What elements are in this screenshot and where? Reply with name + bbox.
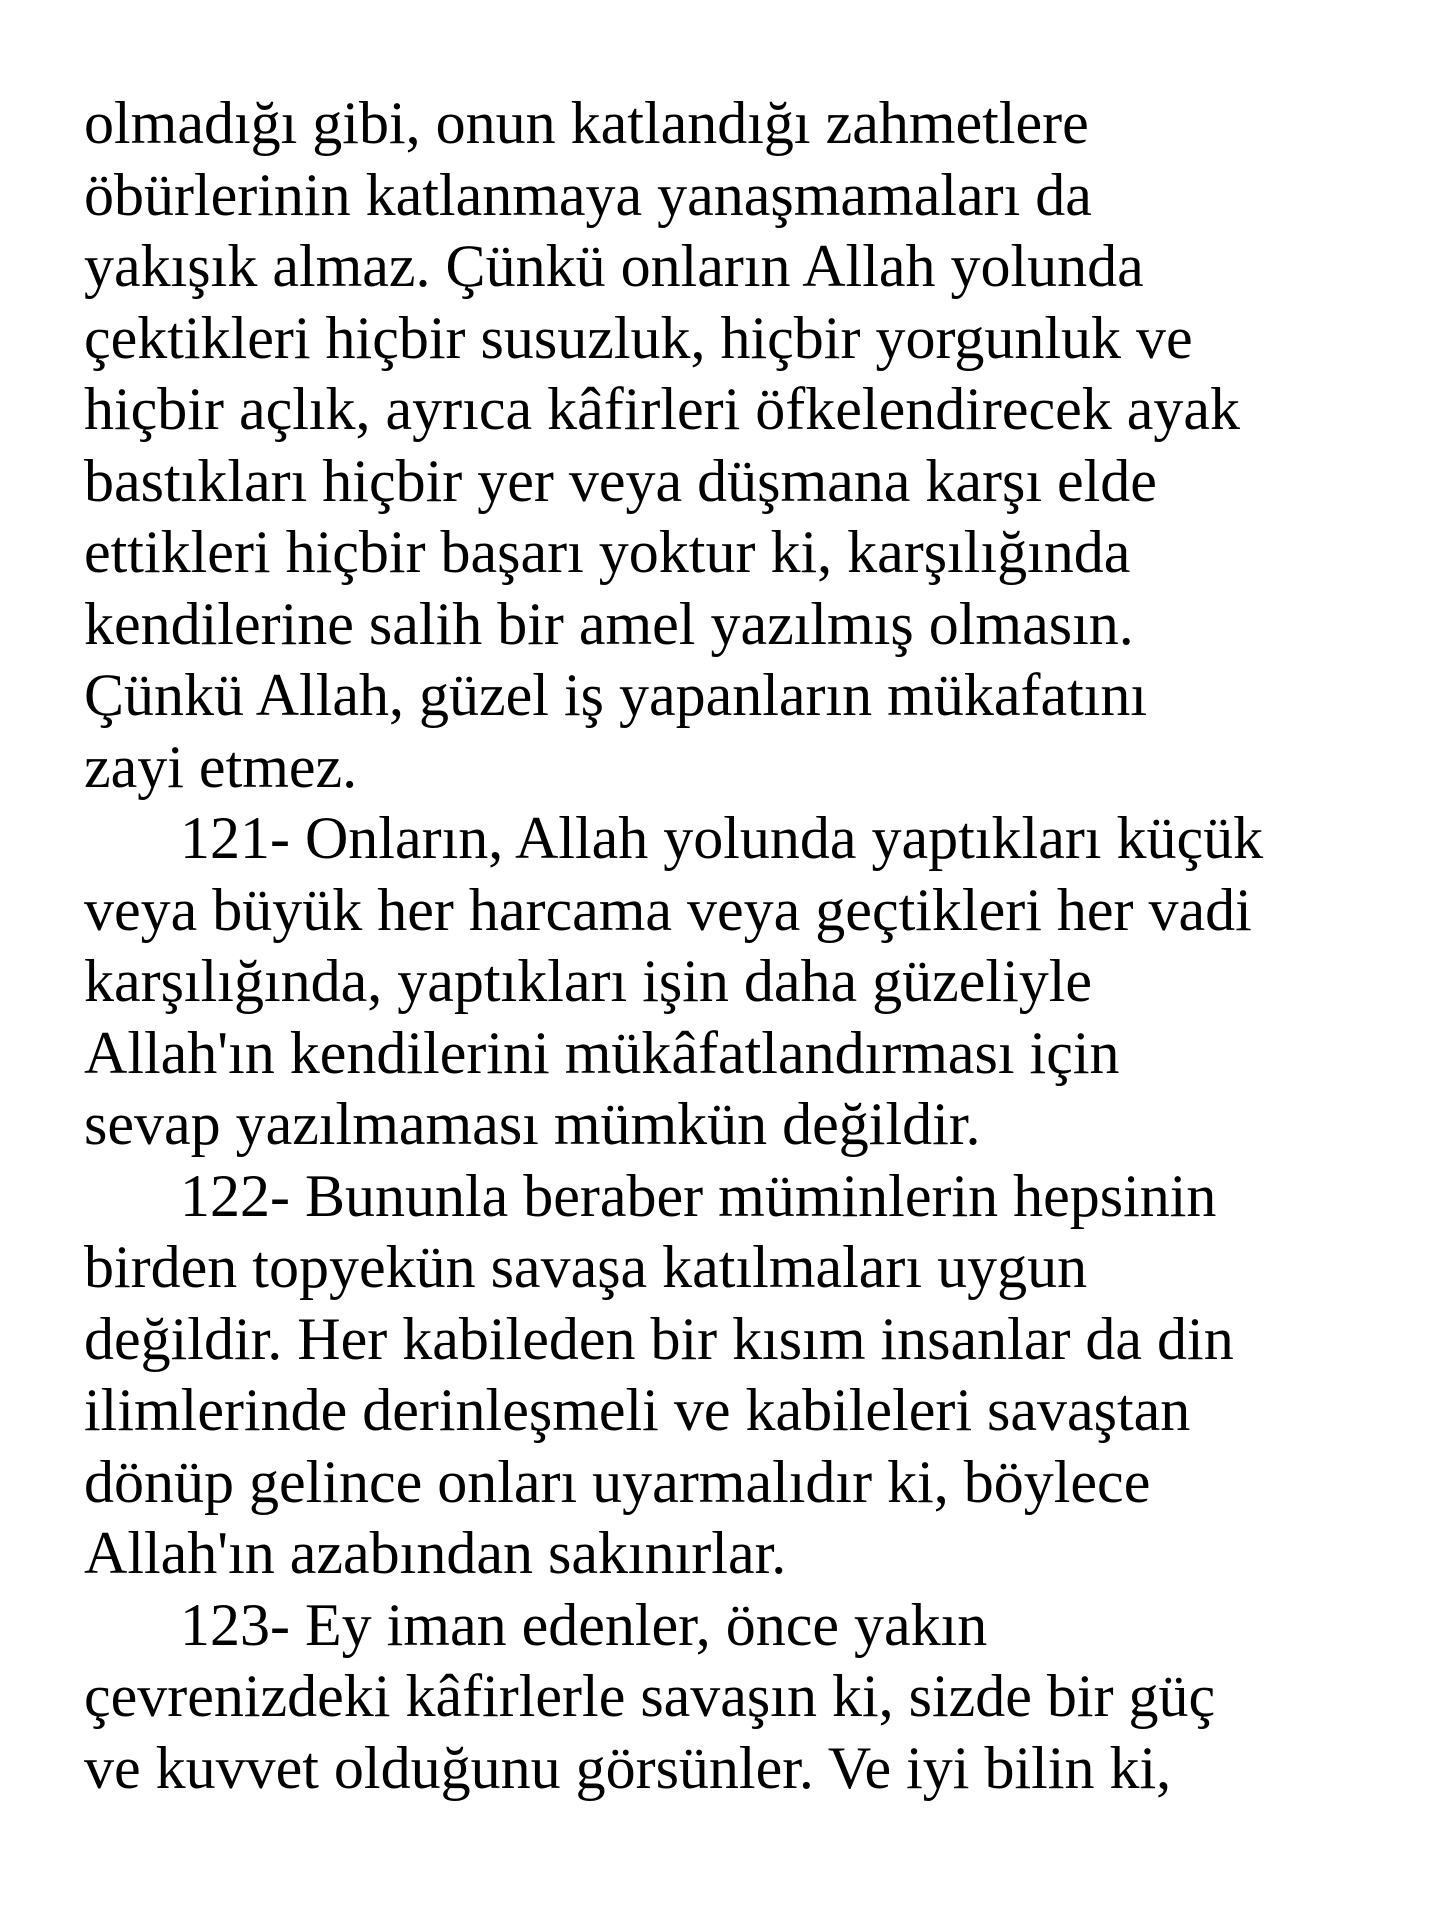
text-line: hiçbir açlık, ayrıca kâfirleri öfkelendirecek ayak xyxy=(84,376,1241,442)
paragraph-start-line: 122- Bununla beraber müminlerin hepsinin xyxy=(180,1162,1217,1229)
text-line: karşılığında, yaptıkları işin daha güzeliyle xyxy=(84,948,1093,1014)
text-line: Allah'ın kendilerini mükâfatlandırması için xyxy=(84,1019,1120,1086)
text-line: olmadığı gibi, onun katlandığı zahmetlere xyxy=(84,90,1089,156)
text-line: sevap yazılmaması mümkün değildir. xyxy=(84,1091,981,1157)
text-line: birden topyekün savaşa katılmaları uygun xyxy=(84,1234,1088,1300)
text-line: çektikleri hiçbir susuzluk, hiçbir yorgunluk ve xyxy=(84,304,1193,371)
text-line: veya büyük her harcama veya geçtikleri her vadi xyxy=(84,876,1252,943)
text-line: çevrenizdeki kâfirlerle savaşın ki, sizde bir güç xyxy=(84,1663,1216,1729)
text-line: bastıkları hiçbir yer veya düşmana karşı elde xyxy=(84,447,1157,514)
text-line: zayi etmez. xyxy=(84,733,358,800)
text-line: Allah'ın azabından sakınırlar. xyxy=(84,1520,787,1586)
text-line: ve kuvvet olduğunu görsünler. Ve iyi bilin ki, xyxy=(84,1734,1172,1801)
text-line: öbürlerinin katlanmaya yanaşmamaları da xyxy=(84,161,1092,228)
text-line: kendilerine salih bir amel yazılmış olmasın. xyxy=(84,590,1134,657)
text-line: yakışık almaz. Çünkü onların Allah yolunda xyxy=(84,233,1144,299)
body-text xyxy=(84,88,1424,1804)
text-line: değildir. Her kabileden bir kısım insanlar da din xyxy=(84,1305,1234,1372)
paragraph-start-line: 121- Onların, Allah yolunda yaptıkları küçük xyxy=(180,805,1264,871)
text-line: ettikleri hiçbir başarı yoktur ki, karşılığında xyxy=(84,519,1131,585)
paragraph-start-line: 123- Ey iman edenler, önce yakın xyxy=(180,1591,988,1658)
text-line: dönüp gelince onları uyarmalıdır ki, böylece xyxy=(84,1448,1151,1515)
text-line: Çünkü Allah, güzel iş yapanların mükafatını xyxy=(84,662,1148,728)
text-line: ilimlerinde derinleşmeli ve kabileleri savaştan xyxy=(84,1377,1191,1443)
